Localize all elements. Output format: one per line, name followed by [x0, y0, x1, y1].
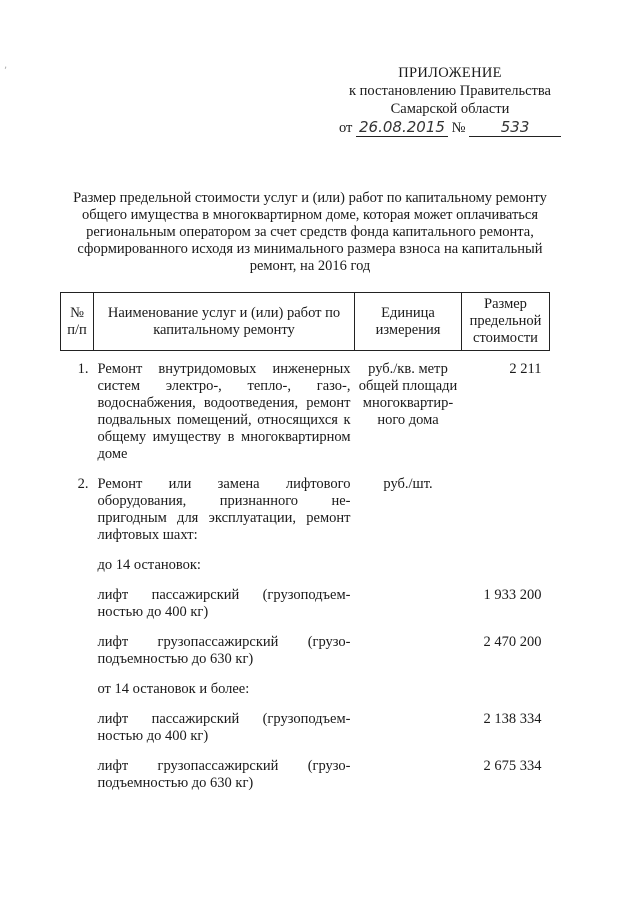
row-unit — [355, 681, 462, 711]
table-row — [61, 557, 550, 587]
row-size: 1 933 200 — [483, 587, 542, 603]
row-number — [61, 634, 94, 681]
row-size — [462, 681, 550, 711]
row-number — [61, 681, 94, 711]
row-name: лифт пассажирский (грузоподъем-ностью до 400 кг) — [97, 587, 351, 620]
row-unit — [355, 758, 462, 805]
appendix-line-2: Самарской области — [390, 101, 510, 117]
cost-table — [60, 292, 550, 805]
header-size: Размер предельной стоимости — [462, 293, 550, 351]
appendix-heading: ПРИЛОЖЕНИЕ — [398, 65, 502, 81]
row-unit: руб./шт. — [383, 476, 433, 492]
header-no: № п/п — [61, 293, 94, 351]
handwritten-number: 533 — [469, 118, 561, 137]
row-name: до 14 остановок: — [97, 557, 201, 573]
row-size — [462, 476, 550, 557]
row-name: лифт пассажирский (грузоподъем-ностью до 400 кг) — [97, 711, 351, 744]
row-name: лифт грузопассажирский (грузо-подъемностью до 630 кг) — [97, 634, 351, 667]
row-unit — [355, 587, 462, 634]
appendix-date-line — [330, 118, 570, 137]
table-row — [61, 711, 550, 758]
row-size: 2 211 — [509, 361, 542, 377]
row-number — [61, 711, 94, 758]
margin-mark: , — [4, 60, 8, 71]
row-name: от 14 остановок и более: — [97, 681, 250, 697]
row-name: Ремонт или замена лифтового оборудования, признанного не-пригодным для эксплуатации, ремонт лифтовых шахт: — [97, 476, 351, 543]
row-number — [61, 557, 94, 587]
row-number: 1. — [77, 361, 89, 377]
table-header-row — [61, 293, 550, 351]
appendix-line-1: к постановлению Правительства — [349, 83, 551, 99]
row-unit: руб./кв. метр общей площади многоквартир-ного дома — [358, 361, 458, 428]
from-label: от — [338, 120, 353, 136]
number-label: № — [451, 120, 466, 136]
header-unit: Единица измерения — [355, 293, 462, 351]
table-row — [61, 634, 550, 681]
handwritten-date: 26.08.2015 — [356, 118, 448, 137]
table-row — [61, 351, 550, 477]
row-name: Ремонт внутридомовых инженерных систем электро-, тепло-, газо-, водоснабжения, водоотведения, ремонт подвальных помещений, относящихся к общему имуществу в многоквартирном доме — [97, 361, 351, 462]
appendix-block — [330, 64, 570, 137]
header-name: Наименование услуг и (или) работ по капитальному ремонту — [94, 293, 355, 351]
row-unit — [355, 557, 462, 587]
document-title: Размер предельной стоимости услуг и (или) работ по капитальному ремонту общего имущества в многоквартирном доме, которая может оплачиваться региональным оператором за счет средств фонда капитального ремонта, сформированного исходя из минимального размера взноса на капитальный ремонт, на 2016 год — [73, 190, 547, 274]
table-row — [61, 758, 550, 805]
row-size: 2 675 334 — [483, 758, 542, 774]
row-unit — [355, 634, 462, 681]
row-unit — [355, 711, 462, 758]
table-row — [61, 681, 550, 711]
table-row — [61, 476, 550, 557]
row-size: 2 138 334 — [483, 711, 542, 727]
row-name: лифт грузопассажирский (грузо-подъемностью до 630 кг) — [97, 758, 351, 791]
row-size: 2 470 200 — [483, 634, 542, 650]
row-number — [61, 758, 94, 805]
row-size — [462, 557, 550, 587]
table-row — [61, 587, 550, 634]
row-number — [61, 587, 94, 634]
row-number: 2. — [77, 476, 89, 492]
